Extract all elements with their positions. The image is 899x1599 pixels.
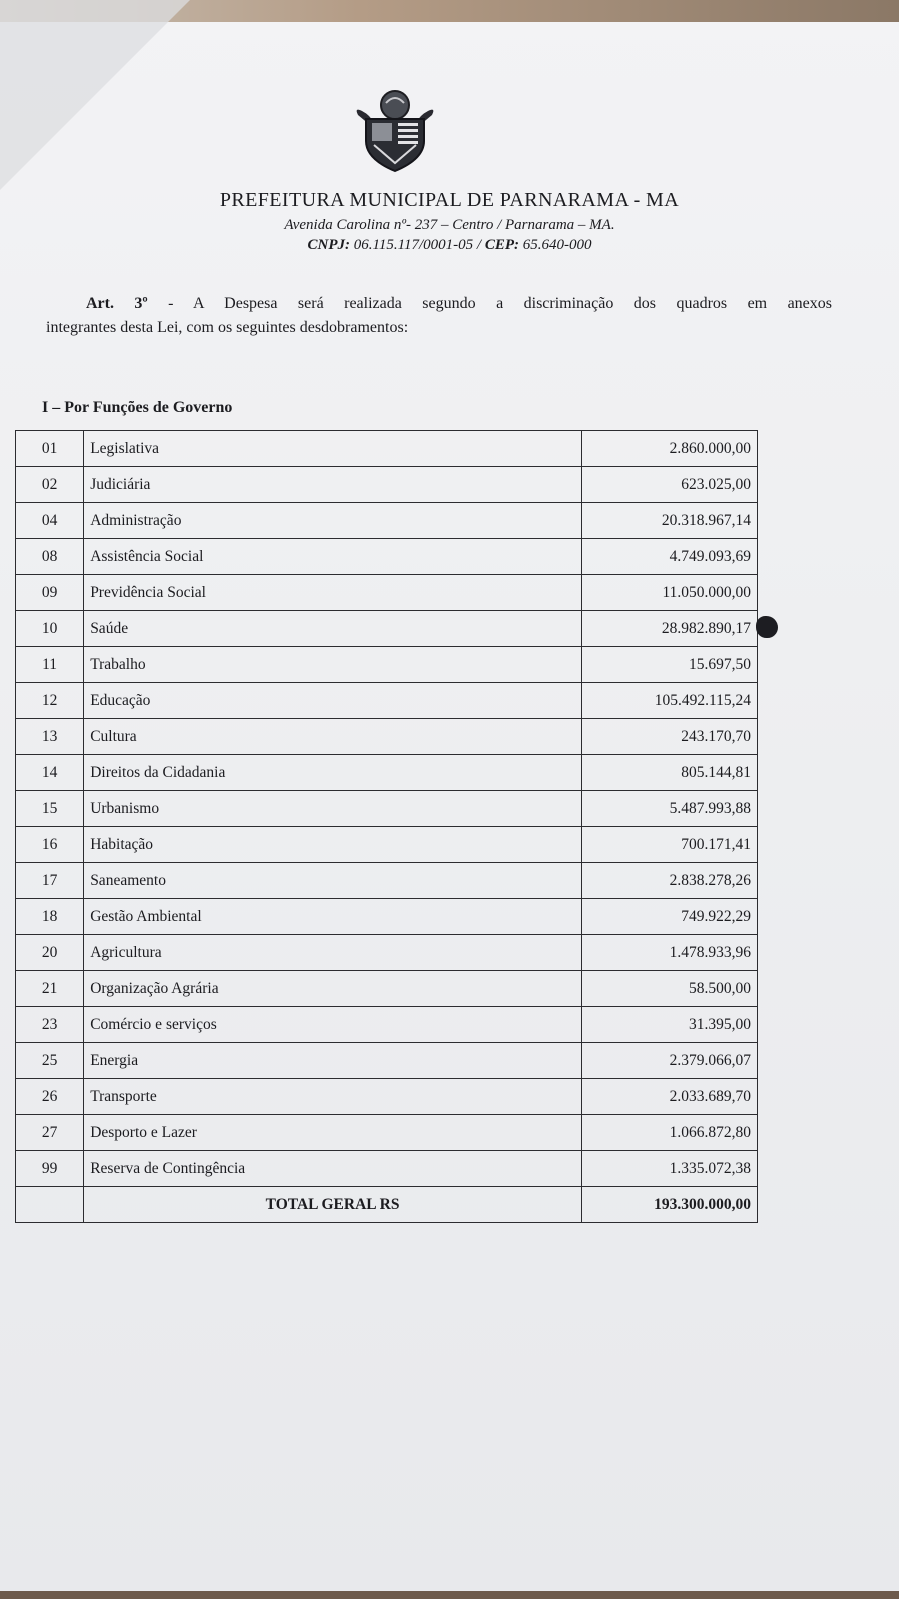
function-name: Educação: [84, 683, 582, 719]
function-code: 23: [16, 1007, 84, 1043]
table-row: [16, 611, 758, 647]
function-value: 2.860.000,00: [581, 431, 757, 467]
function-name: Administração: [84, 503, 582, 539]
function-code: 25: [16, 1043, 84, 1079]
article-line-2: integrantes desta Lei, com os seguintes desdobramentos:: [46, 319, 409, 336]
function-name: Gestão Ambiental: [84, 899, 582, 935]
function-value: 623.025,00: [581, 467, 757, 503]
table-row: [16, 899, 758, 935]
table-row: [16, 935, 758, 971]
function-value: 805.144,81: [581, 755, 757, 791]
function-name: Transporte: [84, 1079, 582, 1115]
function-name: Energia: [84, 1043, 582, 1079]
table-row: [16, 575, 758, 611]
function-value: 58.500,00: [581, 971, 757, 1007]
total-label: TOTAL GERAL RS: [84, 1187, 582, 1223]
article-text-1: - A Despesa será realizada segundo a discriminação dos quadros em anexos: [147, 295, 833, 312]
function-code: 27: [16, 1115, 84, 1151]
function-code: 26: [16, 1079, 84, 1115]
function-code: 01: [16, 431, 84, 467]
function-code: 08: [16, 539, 84, 575]
function-code: 20: [16, 935, 84, 971]
article-paragraph: [46, 292, 832, 340]
function-name: Direitos da Cidadania: [84, 755, 582, 791]
function-name: Desporto e Lazer: [84, 1115, 582, 1151]
article-line-1: [46, 292, 832, 316]
function-name: Cultura: [84, 719, 582, 755]
function-name: Saúde: [84, 611, 582, 647]
function-name: Comércio e serviços: [84, 1007, 582, 1043]
function-value: 5.487.993,88: [581, 791, 757, 827]
table-row: [16, 1007, 758, 1043]
function-name: Legislativa: [84, 431, 582, 467]
function-value: 2.379.066,07: [581, 1043, 757, 1079]
table-row: [16, 863, 758, 899]
function-name: Habitação: [84, 827, 582, 863]
function-value: 31.395,00: [581, 1007, 757, 1043]
table-row: [16, 719, 758, 755]
municipal-seal-icon: [350, 85, 440, 175]
table-row: [16, 431, 758, 467]
total-empty-cell: [16, 1187, 84, 1223]
function-value: 1.066.872,80: [581, 1115, 757, 1151]
function-name: Urbanismo: [84, 791, 582, 827]
function-code: 16: [16, 827, 84, 863]
function-code: 18: [16, 899, 84, 935]
article-label: Art. 3º: [86, 295, 148, 312]
function-code: 02: [16, 467, 84, 503]
table-row: [16, 827, 758, 863]
total-value: 193.300.000,00: [581, 1187, 757, 1223]
header-address: Avenida Carolina nº- 237 – Centro / Parnarama – MA.: [284, 217, 615, 233]
table-row: [16, 1151, 758, 1187]
cnpj-value: 06.115.117/0001-05 /: [353, 237, 482, 253]
function-name: Organização Agrária: [84, 971, 582, 1007]
function-value: 700.171,41: [581, 827, 757, 863]
function-name: Saneamento: [84, 863, 582, 899]
function-code: 17: [16, 863, 84, 899]
table-row: [16, 971, 758, 1007]
function-code: 15: [16, 791, 84, 827]
function-code: 14: [16, 755, 84, 791]
total-row: [16, 1187, 758, 1223]
function-code: 99: [16, 1151, 84, 1187]
function-code: 10: [16, 611, 84, 647]
page-fold: [0, 0, 190, 190]
function-code: 09: [16, 575, 84, 611]
function-value: 1.335.072,38: [581, 1151, 757, 1187]
cep-label: CEP:: [484, 237, 520, 253]
function-value: 2.033.689,70: [581, 1079, 757, 1115]
table-row: [16, 647, 758, 683]
header-title: PREFEITURA MUNICIPAL DE PARNARAMA - MA: [219, 189, 680, 211]
ink-blot: [756, 616, 778, 638]
function-name: Previdência Social: [84, 575, 582, 611]
function-code: 21: [16, 971, 84, 1007]
bottom-edge: [0, 1591, 899, 1599]
function-name: Judiciária: [84, 467, 582, 503]
function-value: 11.050.000,00: [581, 575, 757, 611]
functions-table-body: [16, 431, 758, 1223]
table-row: [16, 683, 758, 719]
table-row: [16, 539, 758, 575]
table-row: [16, 1079, 758, 1115]
function-name: Agricultura: [84, 935, 582, 971]
function-code: 13: [16, 719, 84, 755]
cnpj-label: CNPJ:: [307, 237, 350, 253]
section-title: I – Por Funções de Governo: [42, 399, 233, 416]
function-code: 11: [16, 647, 84, 683]
function-value: 28.982.890,17: [581, 611, 757, 647]
function-name: Reserva de Contingência: [84, 1151, 582, 1187]
table-row: [16, 755, 758, 791]
function-value: 2.838.278,26: [581, 863, 757, 899]
function-value: 749.922,29: [581, 899, 757, 935]
function-name: Trabalho: [84, 647, 582, 683]
function-value: 243.170,70: [581, 719, 757, 755]
function-name: Assistência Social: [84, 539, 582, 575]
function-value: 20.318.967,14: [581, 503, 757, 539]
table-row: [16, 1115, 758, 1151]
function-value: 4.749.093,69: [581, 539, 757, 575]
table-row: [16, 467, 758, 503]
function-value: 1.478.933,96: [581, 935, 757, 971]
function-code: 12: [16, 683, 84, 719]
function-value: 105.492.115,24: [581, 683, 757, 719]
cep-value: 65.640-000: [522, 237, 592, 253]
header-registration: [0, 237, 899, 254]
functions-table: [15, 430, 758, 1223]
function-code: 04: [16, 503, 84, 539]
table-row: [16, 503, 758, 539]
table-row: [16, 1043, 758, 1079]
table-row: [16, 791, 758, 827]
function-value: 15.697,50: [581, 647, 757, 683]
